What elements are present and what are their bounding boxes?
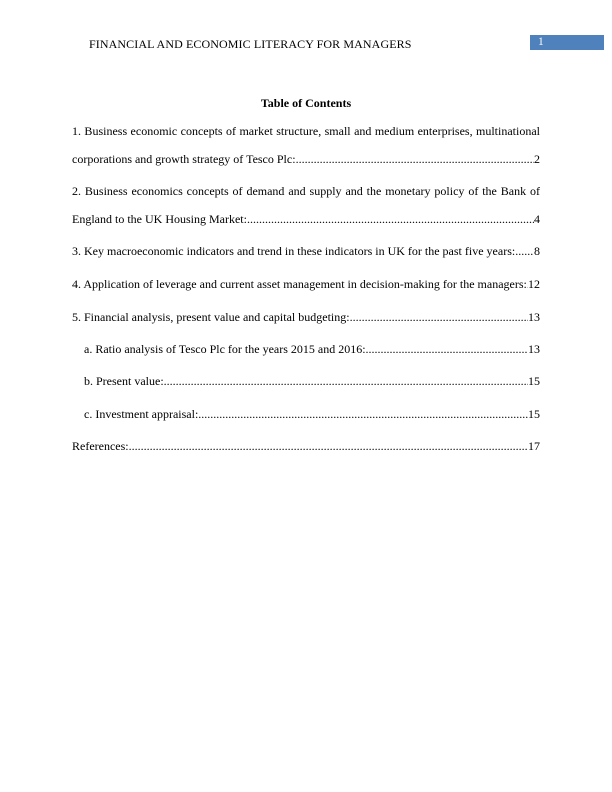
dot-leader xyxy=(198,406,528,422)
toc-entry-page: 2 xyxy=(534,152,540,166)
toc-entry-page: 4 xyxy=(534,212,540,226)
running-head: FINANCIAL AND ECONOMIC LITERACY FOR MANAGERS xyxy=(89,37,412,51)
toc-entry-3[interactable] xyxy=(72,243,540,259)
toc-entry-label: England to the UK Housing Market: xyxy=(72,212,247,226)
toc-entry-label: corporations and growth strategy of Tesco Plc: xyxy=(72,152,296,166)
toc-entry-page: 13 xyxy=(528,310,540,324)
dot-leader xyxy=(129,438,528,454)
toc-entry-text: 2. Business economics concepts of demand and supply and the monetary policy of the Bank of xyxy=(72,184,540,198)
toc-entry-page: 12 xyxy=(528,277,540,291)
dot-leader xyxy=(247,211,534,227)
toc-entry-label: 4. Application of leverage and current asset management in decision-making for the managers: xyxy=(72,277,527,291)
toc-entry-label: a. Ratio analysis of Tesco Plc for the years 2015 and 2016: xyxy=(84,342,366,356)
toc-entry-page: 13 xyxy=(528,342,540,356)
toc-entry-1-line-1[interactable] xyxy=(72,123,540,139)
dot-leader xyxy=(296,151,534,167)
toc-entry-label: 5. Financial analysis, present value and capital budgeting: xyxy=(72,310,350,324)
toc-entry-2-line-2[interactable] xyxy=(72,211,540,227)
dot-leader xyxy=(164,373,528,389)
dot-leader xyxy=(515,243,534,259)
toc-entry-text: 1. Business economic concepts of market structure, small and medium enterprises, multinational xyxy=(72,124,540,138)
toc-entry-5a[interactable] xyxy=(84,341,540,357)
toc-entry-5[interactable] xyxy=(72,309,540,325)
toc-entry-label: c. Investment appraisal: xyxy=(84,407,199,421)
toc-entry-label: b. Present value: xyxy=(84,374,164,388)
toc-entry-page: 8 xyxy=(534,244,540,258)
toc-entry-page: 15 xyxy=(528,374,540,388)
toc-entry-references[interactable] xyxy=(72,438,540,454)
toc-entry-page: 17 xyxy=(528,439,540,453)
toc-entry-5b[interactable] xyxy=(84,373,540,389)
toc-entry-1-line-2[interactable] xyxy=(72,151,540,167)
toc-entry-5c[interactable] xyxy=(84,406,540,422)
toc-entry-2-line-1[interactable] xyxy=(72,183,540,199)
toc-entry-4[interactable] xyxy=(72,276,540,292)
dot-leader xyxy=(366,341,528,357)
page-number: 1 xyxy=(530,35,604,50)
toc-entry-page: 15 xyxy=(528,407,540,421)
toc-entry-label: 3. Key macroeconomic indicators and trend in these indicators in UK for the past five years: xyxy=(72,244,516,258)
toc-title: Table of Contents xyxy=(260,96,352,110)
toc-entry-label: References: xyxy=(72,439,129,453)
dot-leader xyxy=(350,309,528,325)
